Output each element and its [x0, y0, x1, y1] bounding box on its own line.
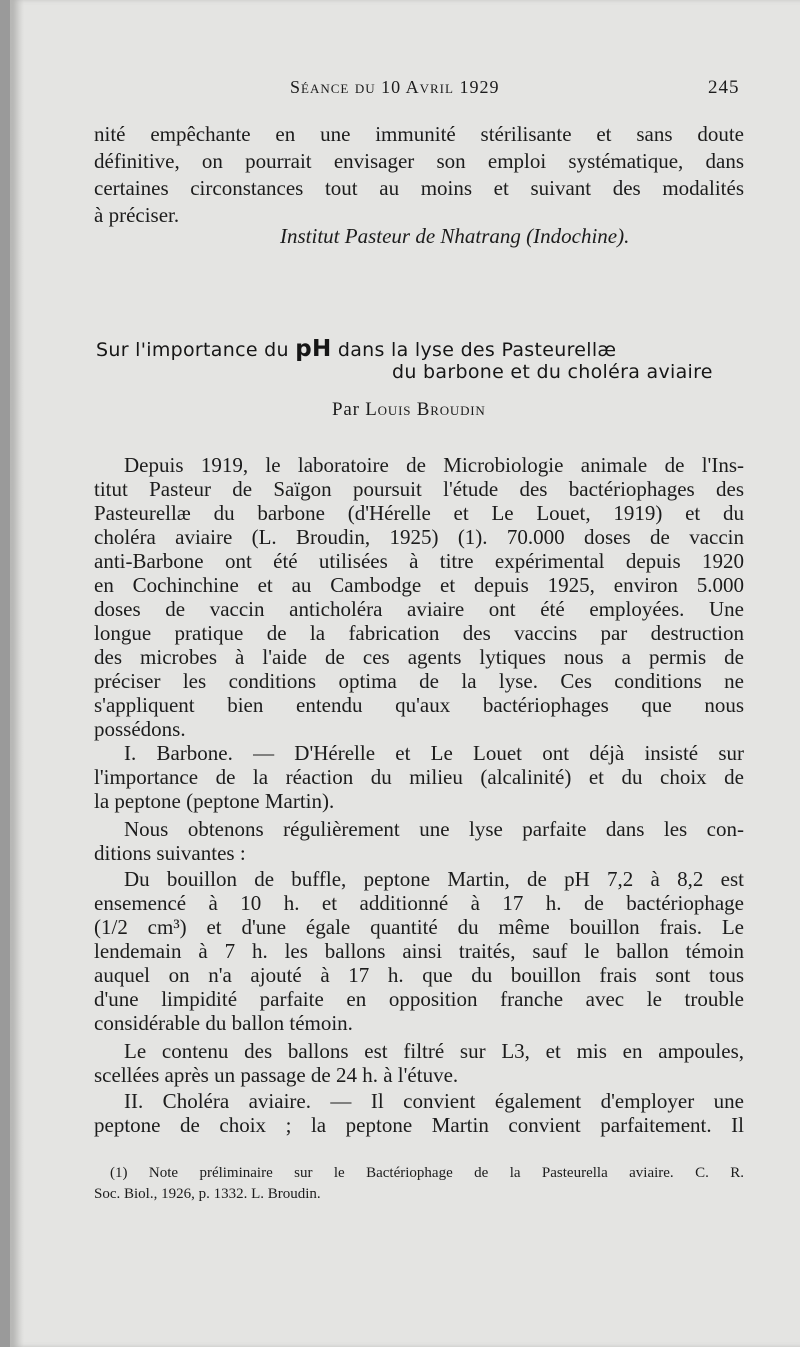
- article-title-line-2: du barbone et du choléra aviaire: [392, 361, 713, 383]
- text-line: s'appliquent bien entendu qu'aux bactériophages que nous: [94, 693, 744, 717]
- text-line: titut Pasteur de Saïgon poursuit l'étude des bactériophages des: [94, 477, 744, 501]
- text-line: Du bouillon de buffle, peptone Martin, de pH 7,2 à 8,2 est: [124, 867, 744, 891]
- institution-signature: Institut Pasteur de Nhatrang (Indochine).: [280, 224, 630, 248]
- running-title: Séance du 10 Avril 1929: [290, 77, 500, 97]
- page: [10, 0, 800, 1347]
- text-line: l'importance de la réaction du milieu (alcalinité) et du choix de: [94, 765, 744, 789]
- text-line: II. Choléra aviaire. — Il convient également d'employer une: [124, 1089, 744, 1113]
- text-line: (1/2 cm³) et d'une égale quantité du même bouillon frais. Le: [94, 915, 744, 939]
- text-line: d'une limpidité parfaite en opposition franche avec le trouble: [94, 987, 744, 1011]
- text-line: ensemencé à 10 h. et additionné à 17 h. de bactériophage: [94, 891, 744, 915]
- text-line: scellées après un passage de 24 h. à l'étuve.: [94, 1063, 459, 1087]
- text-line: lendemain à 7 h. les ballons ainsi traités, sauf le ballon témoin: [94, 939, 744, 963]
- text-line: considérable du ballon témoin.: [94, 1011, 353, 1035]
- text-line: longue pratique de la fabrication des vaccins par destruction: [94, 621, 744, 645]
- text-line: à préciser.: [94, 203, 180, 227]
- text-line: Depuis 1919, le laboratoire de Microbiologie animale de l'Ins-: [124, 453, 744, 477]
- page-number: 245: [708, 77, 740, 98]
- text-line: certaines circonstances tout au moins et suivant des modalités: [94, 176, 744, 200]
- text-line: possédons.: [94, 717, 186, 741]
- text-line: anti-Barbone ont été utilisées à titre expérimental depuis 1920: [94, 549, 744, 573]
- text-line: peptone de choix ; la peptone Martin convient parfaitement. Il: [94, 1113, 744, 1137]
- article-title-line-1: Sur l'importance du pH dans la lyse des Pasteurellæ: [96, 336, 617, 362]
- text-line: auquel on n'a ajouté à 17 h. que du bouillon frais sont tous: [94, 963, 744, 987]
- text-line: nité empêchante en une immunité stérilisante et sans doute: [94, 122, 744, 146]
- footnote-line: (1) Note préliminaire sur le Bactériophage de la Pasteurella aviaire. C. R.: [110, 1165, 744, 1181]
- article-author: Par Louis Broudin: [332, 399, 486, 420]
- text-line: choléra aviaire (L. Broudin, 1925) (1). 70.000 doses de vaccin: [94, 525, 744, 549]
- ph-term: pH: [295, 336, 332, 362]
- footnote-line: Soc. Biol., 1926, p. 1332. L. Broudin.: [94, 1186, 321, 1202]
- text-line: des microbes à l'aide de ces agents lytiques nous a permis de: [94, 645, 744, 669]
- author-name: Louis Broudin: [365, 399, 486, 420]
- text-line: I. Barbone. — D'Hérelle et Le Louet ont déjà insisté sur: [124, 741, 744, 765]
- text-line: Nous obtenons régulièrement une lyse parfaite dans les con-: [124, 817, 744, 841]
- text-line: la peptone (peptone Martin).: [94, 789, 335, 813]
- text-line: préciser les conditions optima de la lyse. Ces conditions ne: [94, 669, 744, 693]
- text-line: Le contenu des ballons est filtré sur L3, et mis en ampoules,: [124, 1039, 744, 1063]
- text-line: définitive, on pourrait envisager son emploi systématique, dans: [94, 149, 744, 173]
- text-line: Pasteurellæ du barbone (d'Hérelle et Le Louet, 1919) et du: [94, 501, 744, 525]
- text-line: ditions suivantes :: [94, 841, 246, 865]
- text-line: doses de vaccin anticholéra aviaire ont été employées. Une: [94, 597, 744, 621]
- text-line: en Cochinchine et au Cambodge et depuis 1925, environ 5.000: [94, 573, 744, 597]
